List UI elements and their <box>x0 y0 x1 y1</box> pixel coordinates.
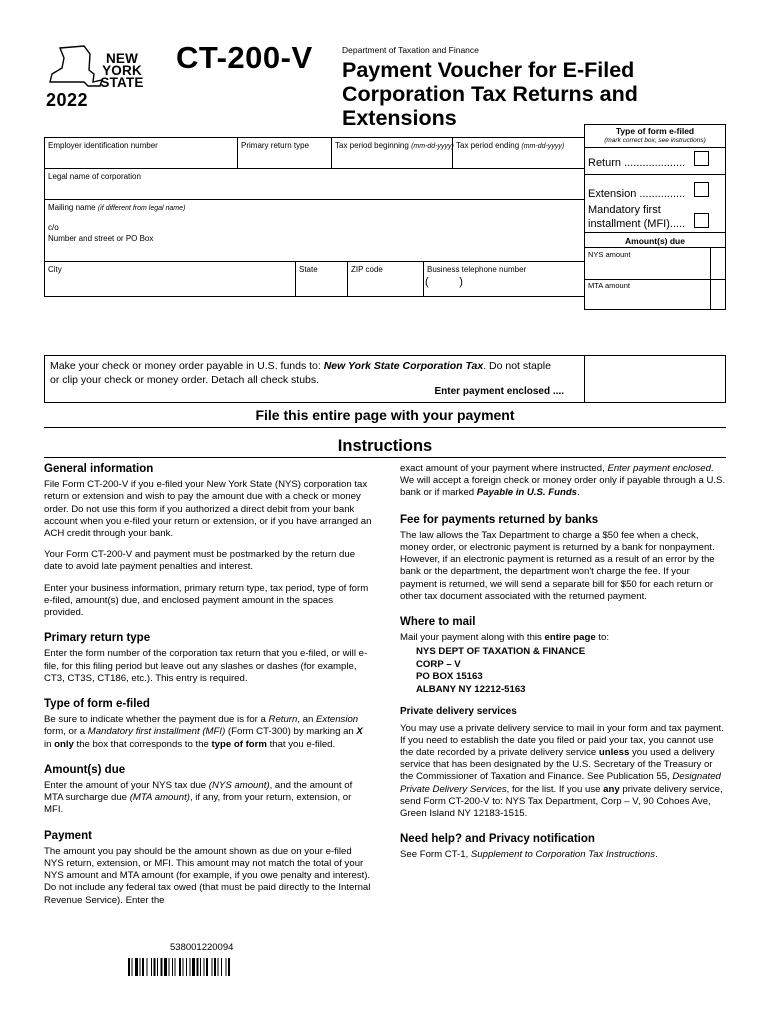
mta-amount-field[interactable] <box>584 280 710 310</box>
extension-checkbox[interactable] <box>694 182 709 197</box>
return-checkbox[interactable] <box>694 151 709 166</box>
mailing-name-field[interactable]: Mailing name (if different from legal name) <box>48 203 186 212</box>
instructions-title: Instructions <box>337 437 433 455</box>
type-panel-subtitle: (mark correct box; see instructions) <box>604 137 706 144</box>
phone-parens: ( ) <box>425 276 463 288</box>
tax-period-beginning-field[interactable]: Tax period beginning (mm-dd-yyyy) <box>335 141 454 150</box>
mfi-label: Mandatory first installment (MFI)..... <box>588 204 686 230</box>
instructions-right-column: exact amount of your payment where instructed, Enter payment enclosed. We will accept a foreign check or money order only if payable through a U.S. bank or if marked Payable in U.S. Funds. Fee for payments returned by banks The law allows the Tax Department to charge a $50 fee when a check, money order, or electronic payment is returned by a bank for nonpayment. However, if an electronic payment is returned as a result of an error by the bank or the department, the department won't charge the fee. If your payment is returned, we will send a separate bill for $50 for each return or other tax document associated with the returned payment. Where to mail Mail your payment along with this entire page to: NYS DEPT OF TAXATION & FINANCE CORP – V PO BOX 15163 ALBANY NY 12212-5163 Private delivery services You may use a private delivery service to mail in your form and tax payment. If you need to establish the date you filed or paid your tax, you cannot use the date recorded by a private delivery service unless you used a delivery service that has been designated by the U.S. Secretary of the Treasury or the Commissioner of Taxation and Finance. See Publication 55, Designated Private Delivery Services, for the list. If you use any private delivery service, send Form CT-200-V to: NYS Tax Department, Corp – V, 90 Cohoes Ave, Green Island NY 12183-1515. Need help? and Privacy notification See Form CT-1, Supplement to Corporation Tax Instructions. <box>400 463 726 861</box>
care-of-field[interactable]: c/o <box>48 223 59 232</box>
street-field[interactable]: Number and street or PO Box <box>48 234 154 243</box>
barcode-icon <box>128 958 276 976</box>
enter-payment-label: Enter payment enclosed .... <box>434 386 564 397</box>
instructions-left-column: General information File Form CT-200-V if you e-filed your New York State (NYS) corporation tax return or extension and wish to pay the amount due with a check or money order. Do not use this form if you authorized a direct debit from your bank account when you e-filed your return or extension, or if you have arranged an ACH credit through your bank. Your Form CT-200-V and payment must be postmarked by the return due date to avoid late payment penalties and interest. Enter your business information, primary return type, tax period, type of form e-filed, amount(s) due, and enclosed payment amount in the spaces provided. Primary return type Enter the form number of the corporation tax return that you e-filed, or will e-file, for this filing period but leave out any slashes or dashes (for example, CT3, CT3S, CT186, etc.). This entry is required. Type of form e-filed Be sure to indicate whether the payment due is for a Return, an Extension form, or a Mandatory first installment (MFI) (Form CT-300) by marking an X in only the box that corresponds to the type of form that you e-filed. Amount(s) due Enter the amount of your NYS tax due (NYS amount), and the amount of MTA surcharge due (MTA amount), if any, from your return, extension, or MFI. Payment The amount you pay should be the amount shown as due on your e-filed NYS return, extension, or MFI. This amount may not match the total of your NYS amount and MTA amount (for example, if you owe penalty and interest). Do not include any federal tax owed (that must be paid directly to the Internal Revenue Service). Enter the <box>44 463 372 906</box>
need-help-heading: Need help? and Privacy notification <box>400 833 595 846</box>
legal-name-field[interactable]: Legal name of corporation <box>48 172 141 181</box>
fee-heading: Fee for payments returned by banks <box>400 513 599 526</box>
return-label: Return .................... <box>588 157 686 169</box>
form-number: CT-200-V <box>176 40 313 75</box>
payment-instructions: Make your check or money order payable in U.S. funds to: New York State Corporation Tax. Do not staple or clip your check or money order. Detach all check stubs. <box>50 360 551 386</box>
amounts-due-instr-heading: Amount(s) due <box>44 763 126 776</box>
where-to-mail-heading: Where to mail <box>400 616 476 629</box>
nys-logo-text: NEW YORK STATE <box>100 51 144 90</box>
form-title: Payment Voucher for E-Filed Corporation Tax Returns and Extensions <box>342 58 638 130</box>
amounts-due-heading: Amount(s) due <box>625 236 685 246</box>
nys-amount-label: NYS amount <box>588 250 631 259</box>
department-name: Department of Taxation and Finance <box>342 45 479 55</box>
type-panel-title: Type of form e-filed <box>615 126 695 136</box>
mailing-address: NYS DEPT OF TAXATION & FINANCE CORP – V PO BOX 15163 ALBANY NY 12212-5163 <box>416 646 586 695</box>
state-field[interactable]: State <box>299 265 318 274</box>
tax-period-ending-field[interactable]: Tax period ending (mm-dd-yyyy) <box>456 141 565 150</box>
barcode-number: 538001220094 <box>170 942 234 953</box>
form-year: 2022 <box>46 90 89 110</box>
zip-field[interactable]: ZIP code <box>351 265 383 274</box>
file-entire-page-note: File this entire page with your payment <box>255 407 515 423</box>
phone-field[interactable]: Business telephone number <box>427 265 527 274</box>
extension-label: Extension ............... <box>588 188 686 200</box>
general-info-heading: General information <box>44 463 154 475</box>
nys-amount-field[interactable] <box>584 248 710 279</box>
type-of-form-heading: Type of form e-filed <box>44 698 150 711</box>
mta-amount-label: MTA amount <box>588 281 630 290</box>
payment-heading: Payment <box>44 829 92 842</box>
private-delivery-heading: Private delivery services <box>400 706 517 718</box>
primary-return-type-heading: Primary return type <box>44 632 151 645</box>
primary-return-type-field[interactable]: Primary return type <box>241 141 310 150</box>
mfi-checkbox[interactable] <box>694 213 709 228</box>
ein-field[interactable]: Employer identification number <box>48 141 158 150</box>
city-field[interactable]: City <box>48 265 62 274</box>
payment-enclosed-field[interactable] <box>585 356 725 402</box>
